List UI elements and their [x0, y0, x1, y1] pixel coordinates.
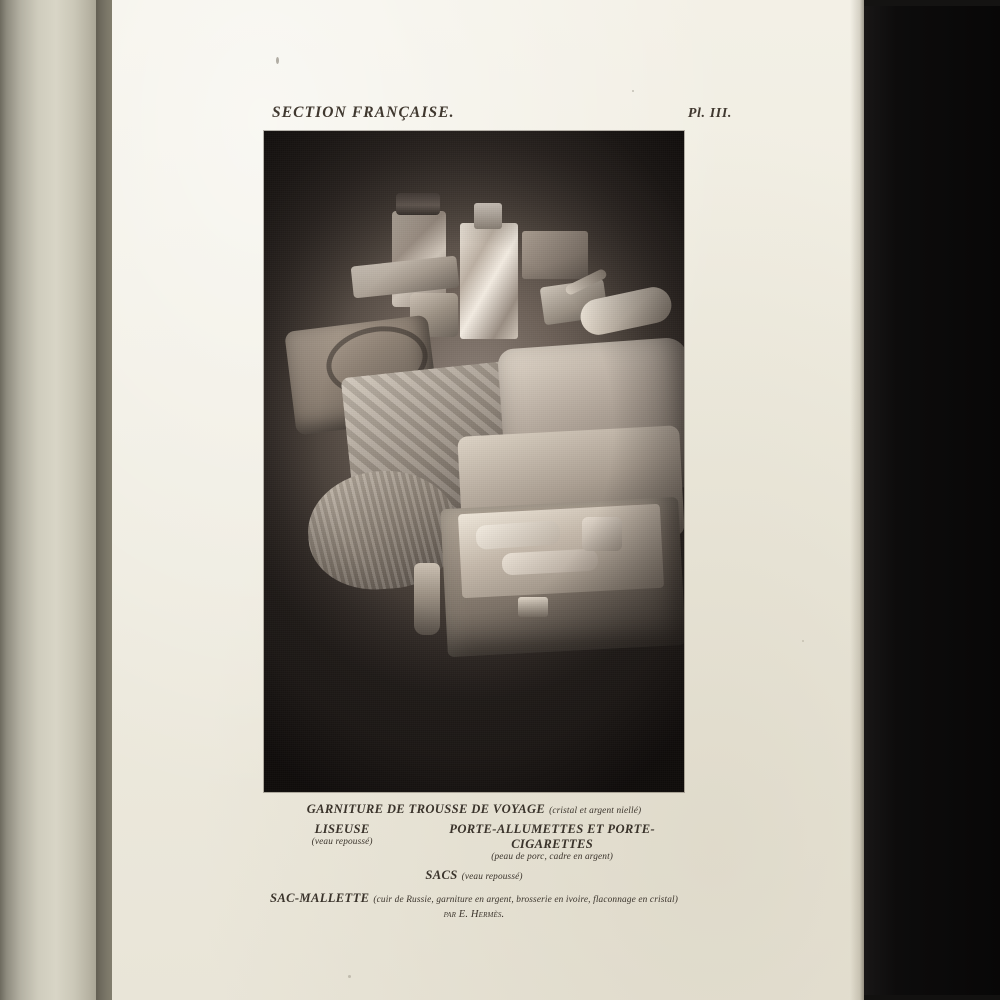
caption-line-4: [264, 889, 684, 920]
caption-line-2: [264, 822, 684, 862]
paper-speck: [802, 640, 804, 642]
section-title: SECTION FRANÇAISE.: [272, 104, 455, 121]
paper-speck: [632, 90, 634, 92]
book-page: [112, 0, 864, 1000]
caption-sac-mallette-material: (cuir de Russie, garniture en argent, brosserie en ivoire, flaconnage en cristal): [373, 894, 678, 905]
plate-label: Pl. III.: [687, 106, 732, 121]
photogravure-plate: [264, 131, 684, 792]
paper-speck: [348, 975, 351, 978]
scan-background-right: [862, 0, 1000, 1000]
caption-sac-mallette: [264, 889, 684, 907]
caption-liseuse: [264, 822, 420, 847]
caption-liseuse-material: (veau repoussé): [311, 836, 373, 847]
caption-line-1-title: GARNITURE DE TROUSSE DE VOYAGE: [306, 802, 546, 816]
caption-sacs-title: SACS: [425, 867, 458, 882]
caption-porte-allumettes-material: (peau de porc, cadre en argent): [491, 851, 614, 862]
caption-line-1: [264, 800, 684, 818]
caption-attribution: par E. Hermès.: [443, 908, 505, 920]
caption-line-3: [264, 866, 684, 884]
plate-grain: [264, 131, 684, 792]
paper-speck: [276, 57, 279, 64]
caption-porte-allumettes: [420, 822, 684, 862]
plate-caption: [264, 800, 684, 920]
page-edge-shadow: [850, 0, 864, 1000]
page-header: [272, 104, 732, 122]
caption-porte-allumettes-title: PORTE-ALLUMETTES ET PORTE-CIGARETTES: [449, 821, 655, 851]
caption-line-1-material: (cristal et argent niellé): [549, 806, 642, 816]
caption-liseuse-title: LISEUSE: [314, 821, 370, 836]
caption-sac-mallette-title: SAC-MALLETTE: [270, 890, 370, 905]
caption-sacs-material: (veau repoussé): [461, 871, 523, 882]
